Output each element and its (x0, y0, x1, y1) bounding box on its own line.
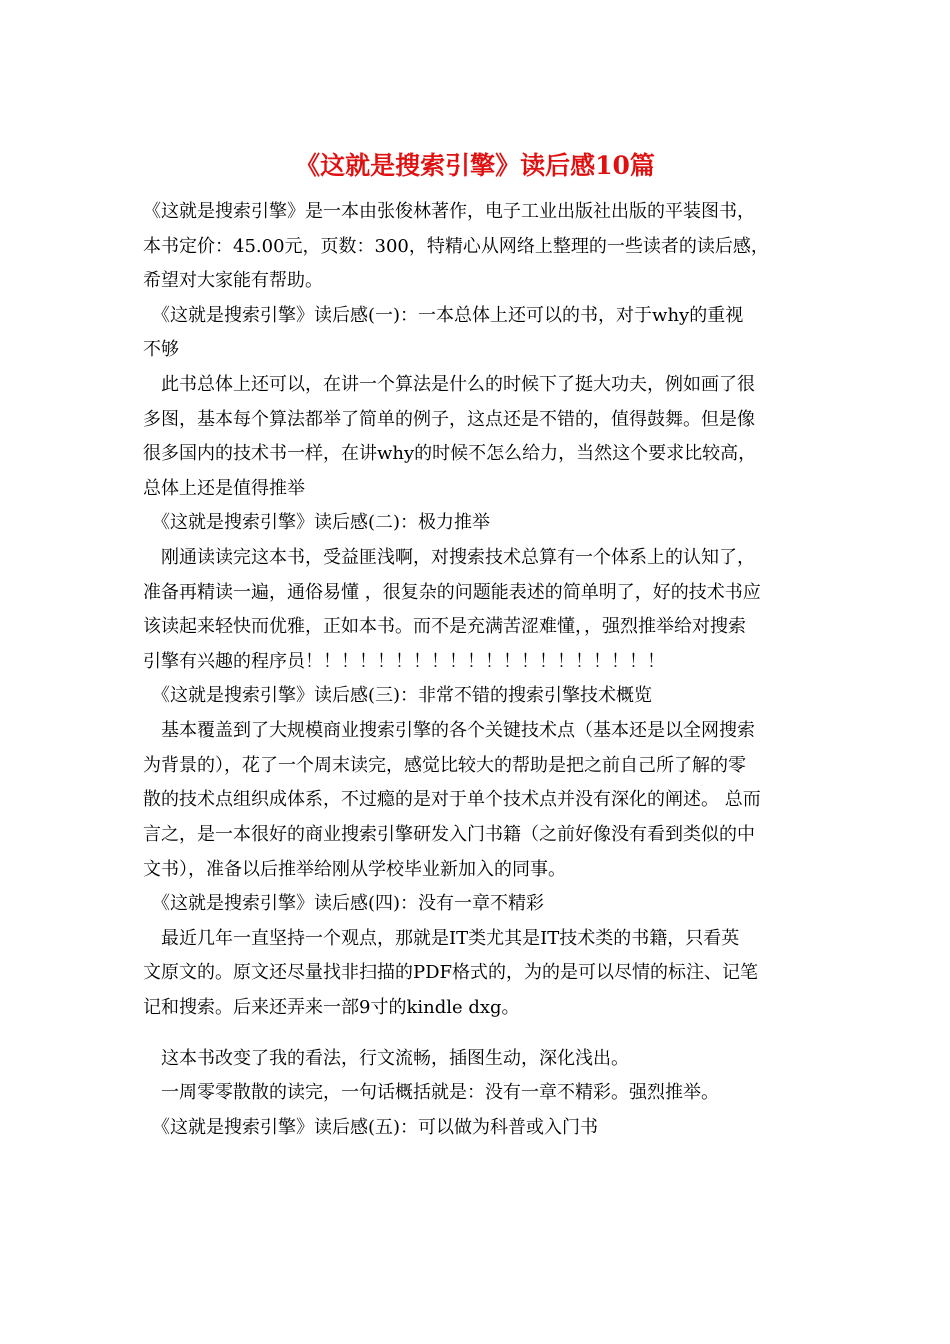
text-line: 引擎有兴趣的程序员！！！！！！！！！！！！！！！！！！！！ (143, 651, 665, 672)
text-line: 本书定价：45.00元，页数：300，特精心从网络上整理的一些读者的读后感， (143, 236, 769, 257)
text-line: 最近几年一直坚持一个观点，那就是IT类尤其是IT技术类的书籍，只看英 (143, 928, 740, 949)
text-line: 刚通读读完这本书，受益匪浅啊，对搜索技术总算有一个体系上的认知了， (143, 547, 755, 568)
text-line: 《这就是搜索引擎》读后感(一)：一本总体上还可以的书，对于why的重视 (143, 305, 744, 326)
text-line: 言之，是一本很好的商业搜索引擎研发入门书籍（之前好像没有看到类似的中 (143, 824, 755, 845)
text-line: 文书），准备以后推举给刚从学校毕业新加入的同事。 (143, 859, 566, 880)
text-line: 《这就是搜索引擎》读后感(五)：可以做为科普或入门书 (143, 1117, 599, 1138)
text-line: 此书总体上还可以，在讲一个算法是什么的时候下了挺大功夫，例如画了很 (143, 374, 755, 395)
text-line: 《这就是搜索引擎》读后感(四)：没有一章不精彩 (143, 893, 545, 914)
text-line: 一周零零散散的读完，一句话概括就是：没有一章不精彩。强烈推举。 (143, 1082, 719, 1103)
text-line: 为背景的），花了一个周末读完，感觉比较大的帮助是把之前自己所了解的零 (143, 755, 746, 776)
text-line: 该读起来轻快而优雅，正如本书。而不是充满苦涩难懂，，强烈推举给对搜索 (143, 616, 746, 637)
text-line: 希望对大家能有帮助。 (143, 270, 323, 291)
text-line: 《这就是搜索引擎》读后感(三)：非常不错的搜索引擎技术概览 (143, 685, 653, 706)
text-line: 文原文的。原文还尽量找非扫描的PDF格式的，为的是可以尽情的标注、记笔 (143, 962, 759, 983)
text-line: 《这就是搜索引擎》读后感(二)：极力推举 (143, 512, 491, 533)
text-line: 记和搜索。后来还弄来一部9寸的kindle dxg。 (143, 997, 520, 1018)
text-line: 基本覆盖到了大规模商业搜索引擎的各个关键技术点（基本还是以全网搜索 (143, 720, 755, 741)
text-line: 多图，基本每个算法都举了简单的例子，这点还是不错的，值得鼓舞。但是像 (143, 409, 755, 430)
text-line: 总体上还是值得推举 (143, 478, 305, 499)
text-line: 这本书改变了我的看法，行文流畅，插图生动，深化浅出。 (143, 1048, 629, 1069)
text-line: 不够 (143, 339, 179, 360)
text-line: 散的技术点组织成体系，不过瘾的是对于单个技术点并没有深化的阐述。 总而 (143, 789, 761, 810)
text-line: 《这就是搜索引擎》是一本由张俊林著作，电子工业出版社出版的平装图书， (143, 201, 755, 222)
document-title: 《这就是搜索引擎》读后感10篇 (295, 151, 655, 180)
text-line: 很多国内的技术书一样，在讲why的时候不怎么给力，当然这个要求比较高， (143, 443, 757, 464)
text-line: 准备再精读一遍，通俗易懂 ，很复杂的问题能表述的简单明了，好的技术书应 (143, 582, 761, 603)
